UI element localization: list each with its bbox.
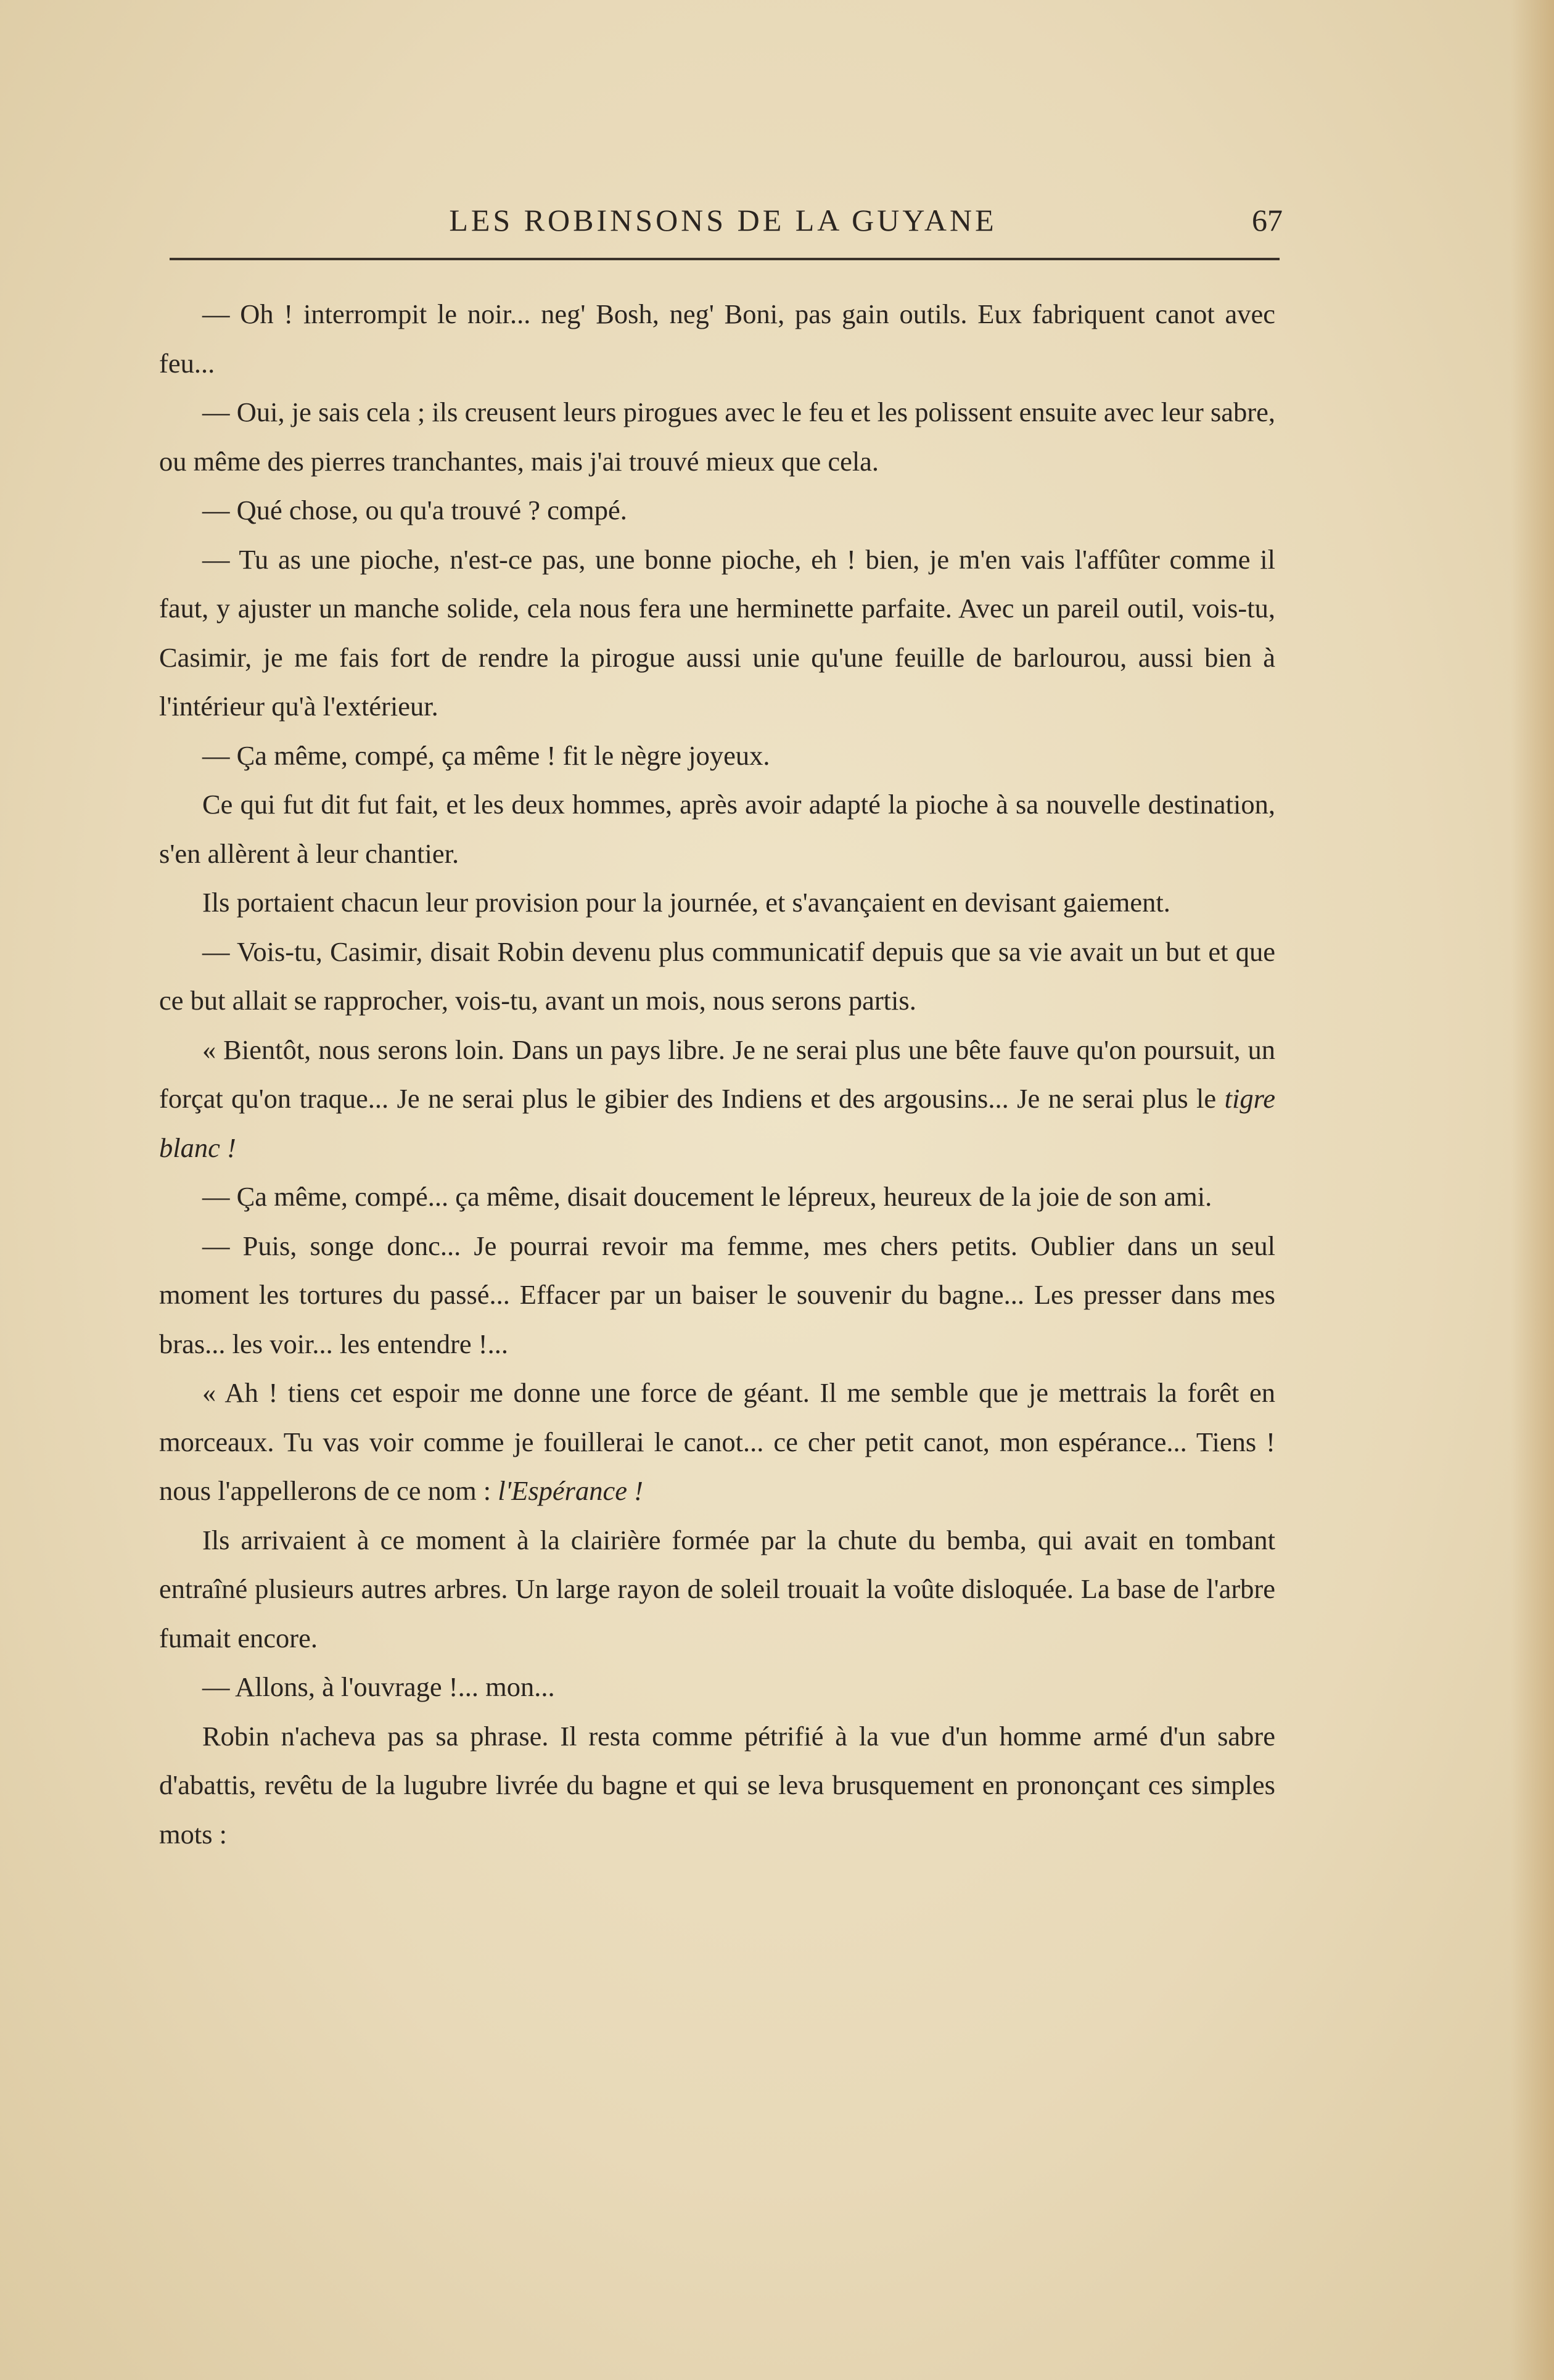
paragraph — [159, 1369, 1275, 1516]
running-title: LES ROBINSONS DE LA GUYANE — [449, 203, 997, 237]
paragraph-text: « Ah ! tiens cet espoir me donne une force de géant. Il me semble que je mettrais la forêt en morceaux. Tu vas voir comme je fouillerai le canot... ce cher petit canot, mon espérance... Tiens ! nous l'appellerons de ce nom : — [159, 1377, 1275, 1506]
paragraph: — Qué chose, ou qu'a trouvé ? compé. — [202, 495, 627, 525]
paragraph: Ils arrivaient à ce moment à la clairière formée par la chute du bemba, qui avait en tombant entraîné plusieurs autres arbres. Un large rayon de soleil trouait la voûte disloquée. La base de l'arbre fumait encore. — [159, 1524, 1275, 1653]
header-rule — [170, 258, 1280, 260]
paragraph: — Puis, songe donc... Je pourrai revoir ma femme, mes chers petits. Oublier dans un seul moment les tortures du passé... Effacer par un baiser le souvenir du bagne... Les presser dans mes bras... les voir... les entendre !... — [159, 1230, 1275, 1359]
paragraph: Ce qui fut dit fut fait, et les deux hommes, après avoir adapté la pioche à sa nouvelle destination, s'en allèrent à leur chantier. — [159, 789, 1275, 869]
paragraph: — Ça même, compé... ça même, disait doucement le lépreux, heureux de la joie de son ami. — [202, 1181, 1212, 1212]
paragraph: — Vois-tu, Casimir, disait Robin devenu plus communicatif depuis que sa vie avait un but et que ce but allait se rapprocher, vois-tu, avant un mois, nous serons partis. — [159, 936, 1275, 1016]
page-number: 67 — [1252, 203, 1283, 237]
paragraph-text: « Bientôt, nous serons loin. Dans un pays libre. Je ne serai plus une bête fauve qu'on poursuit, un forçat qu'on traque... Je ne serai plus le gibier des Indiens et des argousins... Je ne serai plus le — [159, 1034, 1275, 1114]
paragraph: — Tu as une pioche, n'est-ce pas, une bonne pioche, eh ! bien, je m'en vais l'affûter comme il faut, y ajuster un manche solide, cela nous fera une herminette parfaite. Avec un pareil outil, vois-tu, Casimir, je me fais fort de rendre la pirogue aussi unie qu'une feuille de barlourou, aussi bien à l'intérieur qu'à l'extérieur. — [159, 543, 1275, 722]
italic-esperance: l'Espérance ! — [498, 1475, 643, 1506]
paragraph: Robin n'acheva pas sa phrase. Il resta comme pétrifié à la vue d'un homme armé d'un sabre d'abattis, revêtu de la lugubre livrée du bagne et qui se leva brusquement en prononçant ces simples mots : — [159, 1720, 1275, 1850]
paragraph: — Allons, à l'ouvrage !... mon... — [202, 1671, 555, 1702]
paragraph: Ils portaient chacun leur provision pour la journée, et s'avançaient en devisant gaiement. — [202, 887, 1170, 918]
italic-tigre-blanc: tigre blanc ! — [159, 1083, 1275, 1163]
page-header — [163, 197, 1283, 247]
paragraph: — Oui, je sais cela ; ils creusent leurs pirogues avec le feu et les polissent ensuite avec leur sabre, ou même des pierres tranchantes, mais j'ai trouvé mieux que cela. — [159, 397, 1275, 477]
body-text — [159, 290, 1275, 1859]
paragraph: — Oh ! interrompit le noir... neg' Bosh, neg' Boni, pas gain outils. Eux fabriquent canot avec feu... — [159, 299, 1275, 379]
page-edge-shadow — [1511, 0, 1554, 2380]
paragraph: — Ça même, compé, ça même ! fit le nègre joyeux. — [202, 739, 770, 771]
paragraph — [159, 1026, 1275, 1173]
